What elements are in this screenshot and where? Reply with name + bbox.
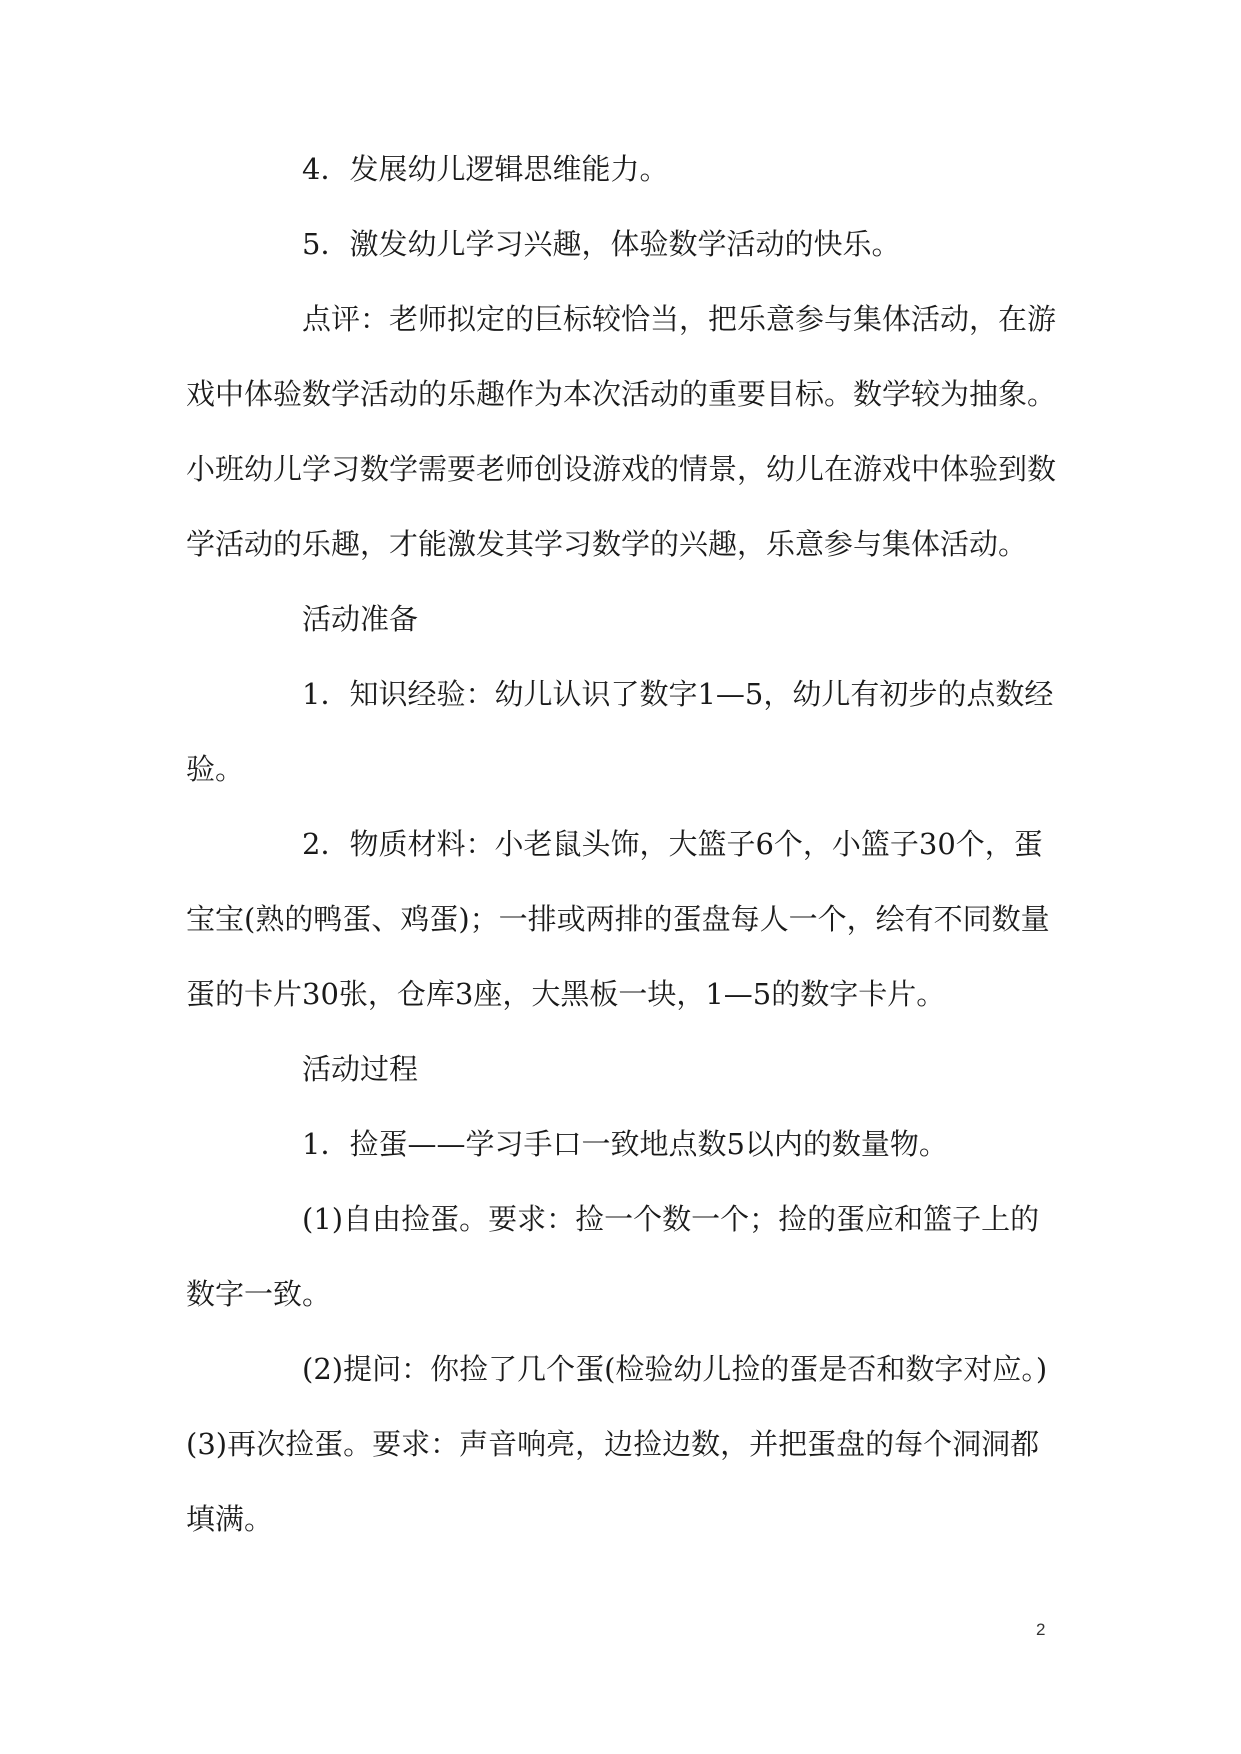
paragraph-goal-5: 5．激发幼儿学习兴趣，体验数学活动的快乐。 [302,227,901,261]
paragraph-process-1-1: (1)自由捡蛋。要求：捡一个数一个；捡的蛋应和篮子上的数字一致。 [186,1202,1040,1311]
paragraph-goal-4: 4．发展幼儿逻辑思维能力。 [302,152,669,186]
paragraph-process-1-2: (2)提问：你捡了几个蛋(检验幼儿捡的蛋是否和数字对应。)(3)再次捡蛋。要求：声音响亮，边捡边数，并把蛋盘的每个洞洞都填满。 [186,1352,1048,1536]
page-number: 2 [1036,1620,1046,1639]
paragraph-prep-2: 2．物质材料：小老鼠头饰，大篮子6个，小篮子30个，蛋宝宝(熟的鸭蛋、鸡蛋)；一排或两排的蛋盘每人一个，绘有不同数量蛋的卡片30张，仓库3座，大黑板一块，1—5的数字卡片。 [186,827,1050,1011]
section-heading-process: 活动过程 [302,1052,419,1086]
section-heading-preparation: 活动准备 [302,602,419,636]
paragraph-prep-1: 1．知识经验：幼儿认识了数字1—5，幼儿有初步的点数经验。 [186,677,1054,786]
paragraph-process-1: 1．捡蛋——学习手口一致地点数5以内的数量物。 [302,1127,948,1161]
paragraph-comment: 点评：老师拟定的巨标较恰当，把乐意参与集体活动，在游戏中体验数学活动的乐趣作为本次活动的重要目标。数学较为抽象。小班幼儿学习数学需要老师创设游戏的情景，幼儿在游戏中体验到数学活动的乐趣，才能激发其学习数学的兴趣，乐意参与集体活动。 [186,302,1057,561]
